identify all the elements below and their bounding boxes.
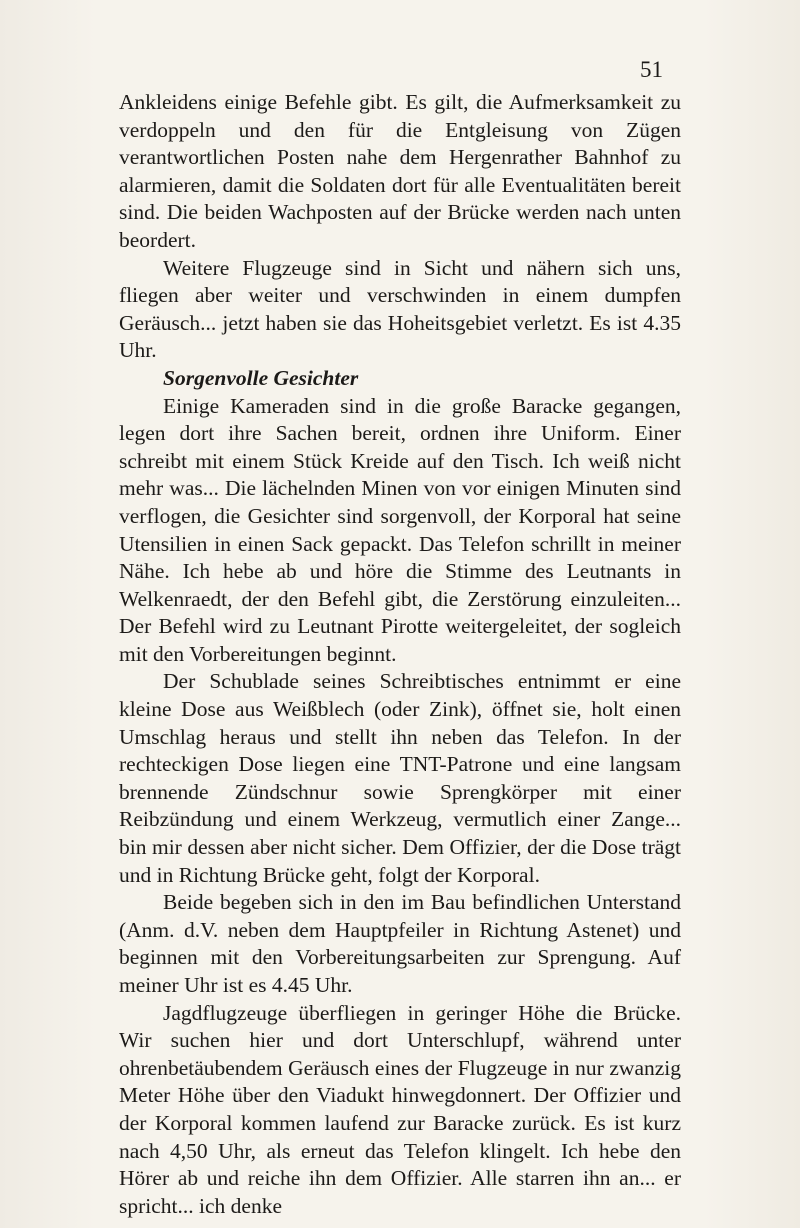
paragraph: Weitere Flugzeuge sind in Sicht und nähern sich uns, fliegen aber weiter und verschwinden in einem dumpfen Geräusch... jetzt haben sie das Hoheitsgebiet verletzt. Es ist 4.35 Uhr. <box>119 255 681 363</box>
section-heading: Sorgenvolle Gesichter <box>163 365 359 390</box>
paragraph: Einige Kameraden sind in die große Baracke gegangen, legen dort ihre Sachen bereit, ordnen ihre Uniform. Einer schreibt mit einem Stück Kreide auf den Tisch. Ich weiß nicht mehr was... Die lächelnden Minen von vor einigen Minuten sind verflogen, die Gesichter sind sorgenvoll, der Korporal hat seine Utensilien in einen Sack gepackt. Das Telefon schrillt in meiner Nähe. Ich hebe ab und höre die Stimme des Leutnants in Welkenraedt, der den Befehl gibt, die Zerstörung einzuleiten... Der Befehl wird zu Leutnant Pirotte weitergeleitet, der sogleich mit den Vorbereitungen beginnt. <box>119 393 681 666</box>
page-number: 51 <box>640 57 663 82</box>
paragraph: Ankleidens einige Befehle gibt. Es gilt, die Aufmerksamkeit zu verdoppeln und den für die Entgleisung von Zügen verantwortlichen Posten nahe dem Hergenrather Bahnhof zu alarmieren, damit die Soldaten dort für alle Eventualitäten bereit sind. Die beiden Wachposten auf der Brücke werden nach unten beordert. <box>119 90 681 252</box>
body-text <box>119 89 681 1220</box>
paragraph: Der Schublade seines Schreibtisches entnimmt er eine kleine Dose aus Weißblech (oder Zink), öffnet sie, holt einen Umschlag heraus und stellt ihn neben das Telefon. In der rechteckigen Dose liegen eine TNT-Patrone und eine langsam brennende Zündschnur sowie Sprengkörper mit einer Reibzündung und einem Werkzeug, vermutlich einer Zange... bin mir dessen aber nicht sicher. Dem Offizier, der die Dose trägt und in Richtung Brücke geht, folgt der Korporal. <box>119 669 681 887</box>
paragraph: Beide begeben sich in den im Bau befindlichen Unterstand (Anm. d.V. neben dem Hauptpfeiler in Richtung Astenet) und beginnen mit den Vorbereitungsarbeiten zur Sprengung. Auf meiner Uhr ist es 4.45 Uhr. <box>119 890 681 997</box>
paragraph: Jagdflugzeuge überfliegen in geringer Höhe die Brücke. Wir suchen hier und dort Unterschlupf, während unter ohrenbetäubendem Geräusch eines der Flugzeuge in nur zwanzig Meter Höhe über den Viadukt hinwegdonnert. Der Offizier und der Korporal kommen laufend zur Baracke zurück. Es ist kurz nach 4,50 Uhr, als erneut das Telefon klingelt. Ich hebe den Hörer ab und reiche ihn dem Offizier. Alle starren ihn an... er spricht... ich denke <box>119 1000 681 1218</box>
